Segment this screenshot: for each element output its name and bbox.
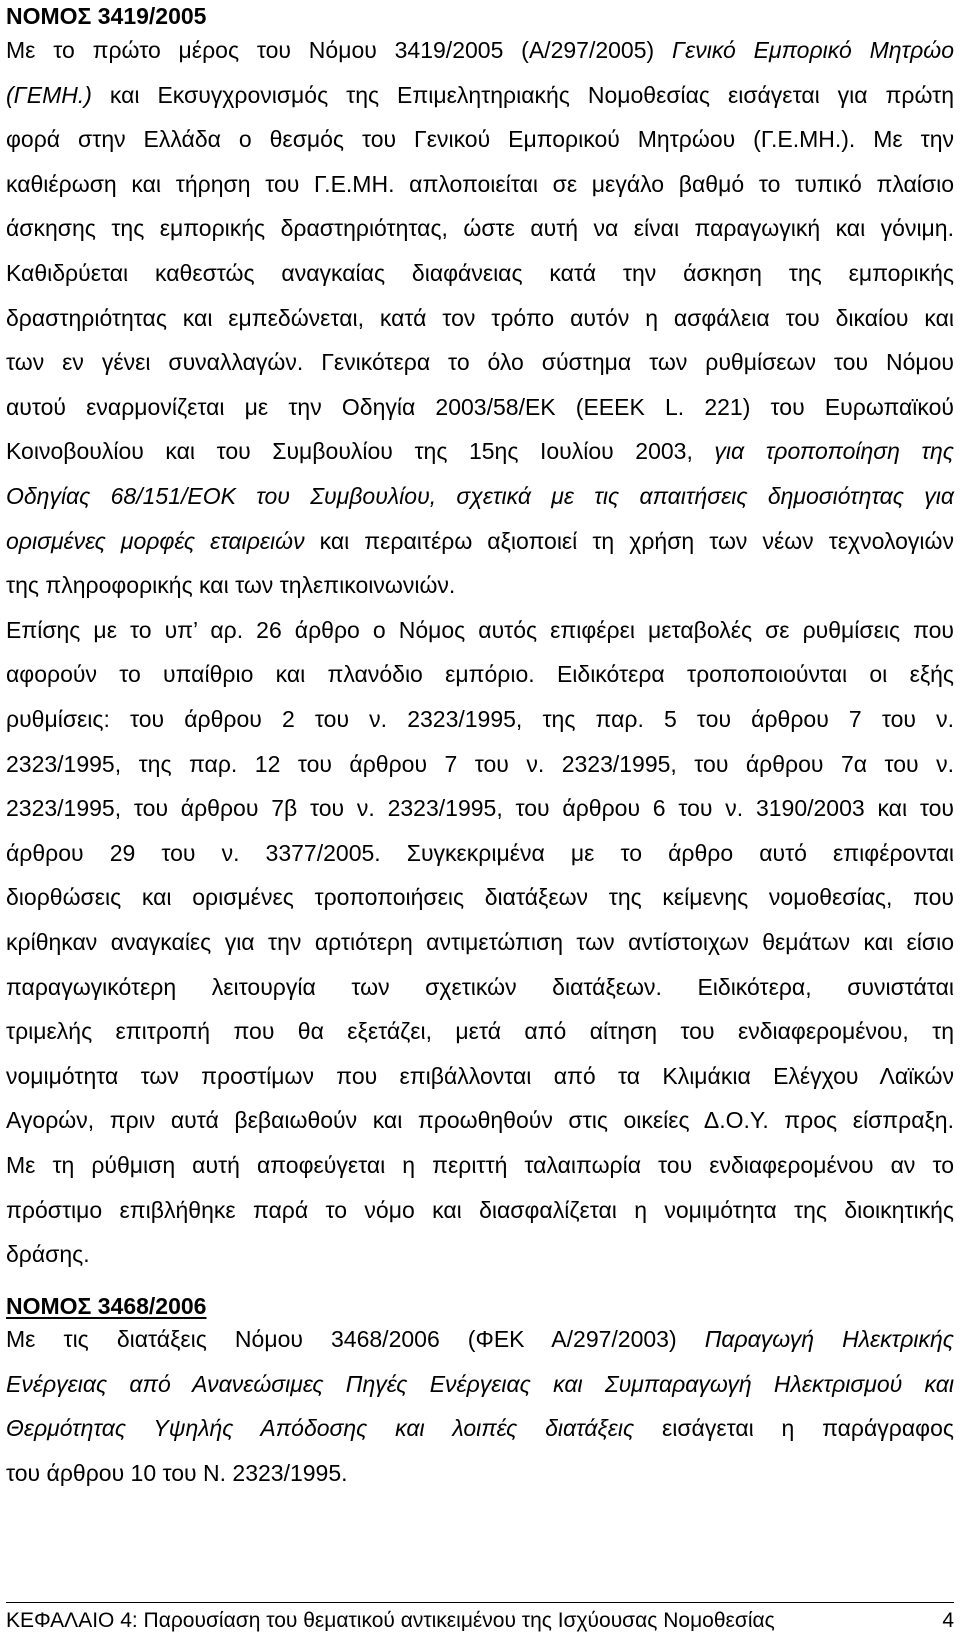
text-span: αυτού εναρμονίζεται με την Οδηγία 2003/58/ΕΚ (ΕΕΕΚ L. 221) του Ευρωπαϊκού	[6, 393, 954, 420]
text-line	[6, 1414, 954, 1442]
text-span: Με τις διατάξεις Νόμου 3468/2006 (ΦΕΚ Α/297/2003)	[6, 1326, 705, 1352]
text-line	[6, 1196, 954, 1224]
text-line	[6, 571, 954, 599]
section1-title: ΝΟΜΟΣ 3419/2005	[6, 3, 207, 29]
text-line	[6, 125, 954, 153]
text-span: της πληροφορικής και των τηλεπικοινωνιών.	[6, 572, 456, 599]
text-span: Καθιδρύεται καθεστώς αναγκαίας διαφάνειας κατά την άσκηση της εμπορικής	[6, 260, 954, 286]
italic-text: Γενικό Εμπορικό Μητρώο	[671, 37, 954, 63]
text-span: κρίθηκαν αναγκαίες για την αρτιότερη αντιμετώπιση των αντίστοιχων θεμάτων και είσιο	[6, 929, 954, 955]
page-footer	[6, 1608, 954, 1634]
text-line	[6, 1325, 954, 1353]
text-span: 2323/1995, του άρθρου 7β του ν. 2323/1995, του άρθρου 6 του ν. 3190/2003 και του	[6, 795, 954, 822]
text-span: ρυθμίσεις: του άρθρου 2 του ν. 2323/1995, της παρ. 5 του άρθρου 7 του ν.	[6, 706, 954, 732]
text-line	[6, 393, 954, 421]
text-span: δραστηριότητας και εμπεδώνεται, κατά τον τρόπο αυτόν η ασφάλεια του δικαίου και	[6, 304, 954, 331]
text-line	[6, 1106, 954, 1134]
text-line	[6, 1062, 954, 1090]
text-span: Αγορών, πριν αυτά βεβαιωθούν και προωθηθούν στις οικείες Δ.Ο.Υ. προς είσπραξη.	[6, 1107, 954, 1134]
text-span: παραγωγικότερη λειτουργία των σχετικών διατάξεων. Ειδικότερα, συνιστάται	[6, 973, 954, 1000]
text-line	[6, 616, 954, 644]
text-span: Επίσης με το υπ’ αρ. 26 άρθρο ο Νόμος αυτός επιφέρει μεταβολές σε ρυθμίσεις που	[6, 616, 954, 643]
text-span: και περαιτέρω αξιοποιεί τη χρήση των νέων τεχνολογιών	[304, 527, 954, 554]
text-line	[6, 81, 954, 109]
text-line	[6, 437, 954, 465]
text-span: τριμελής επιτροπή που θα εξετάζει, μετά από αίτηση του ενδιαφερομένου, τη	[6, 1018, 954, 1045]
footer-divider	[6, 1602, 954, 1603]
text-line	[6, 750, 954, 778]
text-span: δράσης.	[6, 1241, 90, 1268]
italic-text: Θερμότητας Υψηλής Απόδοσης και λοιπές διατάξεις	[6, 1415, 635, 1442]
italic-text: ορισμένες μορφές εταιρειών	[6, 527, 305, 554]
text-span: και Εκσυγχρονισμός της Επιμελητηριακής Νομοθεσίας εισάγεται για πρώτη	[91, 81, 954, 108]
text-line	[6, 928, 954, 956]
text-line	[6, 1370, 954, 1398]
text-line	[6, 482, 954, 510]
text-span: αφορούν το υπαίθριο και πλανόδιο εμπόριο. Ειδικότερα τροποποιούνται οι εξής	[6, 661, 954, 688]
text-span: άσκησης της εμπορικής δραστηριότητας, ώστε αυτή να είναι παραγωγική και γόνιμη.	[6, 215, 954, 242]
text-span: Με το πρώτο μέρος του Νόμου 3419/2005 (Α/297/2005)	[6, 37, 672, 63]
text-span: διορθώσεις και ορισμένες τροποποιήσεις διατάξεων της κείμενης νομοθεσίας, που	[6, 884, 954, 911]
italic-text: για τροποποίηση της	[714, 438, 954, 465]
text-line	[6, 214, 954, 242]
italic-text: Παραγωγή Ηλεκτρικής	[704, 1326, 954, 1352]
text-span: πρόστιμο επιβλήθηκε παρά το νόμο και διασφαλίζεται η νομιμότητα της διοικητικής	[6, 1196, 954, 1223]
text-span: του άρθρου 10 του Ν. 2323/1995.	[6, 1459, 348, 1486]
text-span: εισάγεται η παράγραφος	[634, 1415, 954, 1442]
text-span: των εν γένει συναλλαγών. Γενικότερα το όλο σύστημα των ρυθμίσεων του Νόμου	[6, 349, 954, 376]
text-line	[6, 839, 954, 867]
text-span: άρθρου 29 του ν. 3377/2005. Συγκεκριμένα με το άρθρο αυτό επιφέρονται	[6, 839, 954, 866]
text-span: 2323/1995, της παρ. 12 του άρθρου 7 του ν. 2323/1995, του άρθρου 7α του ν.	[6, 750, 954, 777]
text-line	[6, 1240, 954, 1268]
italic-text: Ενέργειας από Ανανεώσιμες Πηγές Ενέργειας και Συμπαραγωγή Ηλεκτρισμού και	[6, 1370, 954, 1397]
text-line	[6, 883, 954, 911]
text-span: φορά στην Ελλάδα ο θεσμός του Γενικού Εμπορικού Μητρώου (Γ.Ε.ΜΗ.). Με την	[6, 126, 954, 153]
text-line	[6, 527, 954, 555]
text-line	[6, 705, 954, 733]
italic-text: (ΓΕΜΗ.)	[6, 81, 92, 108]
text-line	[6, 973, 954, 1001]
text-span: καθιέρωση και τήρηση του Γ.Ε.ΜΗ. απλοποιείται σε μεγάλο βαθμό το τυπικό πλαίσιο	[6, 170, 954, 197]
text-span: νομιμότητα των προστίμων που επιβάλλονται από τα Κλιμάκια Ελέγχου Λαϊκών	[6, 1062, 954, 1089]
text-span: Με τη ρύθμιση αυτή αποφεύγεται η περιττή ταλαιπωρία του ενδιαφερομένου αν το	[6, 1152, 954, 1178]
text-line	[6, 304, 954, 332]
footer-chapter-title: ΚΕΦΑΛΑΙΟ 4: Παρουσίαση του θεματικού αντικειμένου της Ισχύουσας Νομοθεσίας	[6, 1609, 775, 1632]
text-line	[6, 170, 954, 198]
italic-text: Οδηγίας 68/151/ΕΟΚ του Συμβουλίου, σχετικά με τις απαιτήσεις δημοσιότητας για	[6, 483, 954, 509]
text-line	[6, 348, 954, 376]
text-line	[6, 1017, 954, 1045]
text-line	[6, 794, 954, 822]
text-line	[6, 1151, 954, 1179]
text-line	[6, 36, 954, 64]
text-line	[6, 259, 954, 287]
text-line	[6, 660, 954, 688]
text-span: Κοινοβουλίου και του Συμβουλίου της 15ης Ιουλίου 2003,	[6, 438, 715, 465]
section2-title: ΝΟΜΟΣ 3468/2006	[6, 1293, 207, 1319]
page-number: 4	[942, 1609, 954, 1632]
text-line	[6, 1459, 954, 1487]
